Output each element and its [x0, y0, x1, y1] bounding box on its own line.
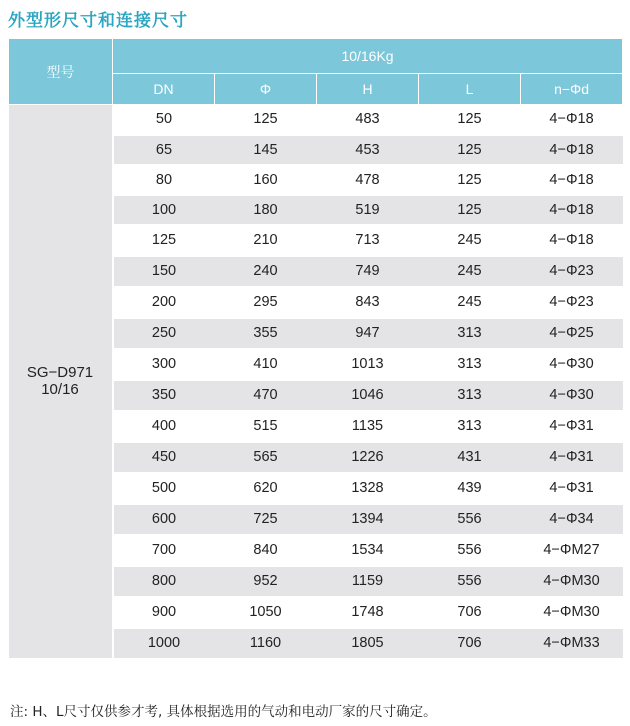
l-cell: 313 [419, 349, 521, 380]
model-name: SG−D971 [26, 364, 94, 382]
table-header [9, 39, 623, 105]
dn-cell: 500 [113, 473, 215, 504]
dn-cell: 200 [113, 287, 215, 318]
h-cell: 1046 [317, 380, 419, 411]
phi-cell: 515 [215, 411, 317, 442]
n-phid-cell: 4−Φ23 [521, 287, 623, 318]
phi-cell: 295 [215, 287, 317, 318]
n-phid-cell: 4−Φ34 [521, 504, 623, 535]
phi-cell: 1050 [215, 597, 317, 628]
dn-cell: 150 [113, 256, 215, 287]
n-phid-cell: 4−Φ25 [521, 318, 623, 349]
pressure-group-header: 10/16Kg [113, 39, 623, 74]
n-phid-cell: 4−Φ18 [521, 105, 623, 135]
l-cell: 439 [419, 473, 521, 504]
phi-cell: 355 [215, 318, 317, 349]
h-cell: 478 [317, 165, 419, 195]
dn-cell: 350 [113, 380, 215, 411]
dn-cell: 250 [113, 318, 215, 349]
l-cell: 556 [419, 566, 521, 597]
phi-cell: 240 [215, 256, 317, 287]
dn-cell: 600 [113, 504, 215, 535]
h-cell: 1159 [317, 566, 419, 597]
n-phid-cell: 4−ΦM33 [521, 628, 623, 659]
column-header-dn: DN [113, 74, 215, 105]
phi-cell: 145 [215, 135, 317, 165]
h-cell: 1135 [317, 411, 419, 442]
n-phid-cell: 4−Φ31 [521, 473, 623, 504]
h-cell: 1328 [317, 473, 419, 504]
n-phid-cell: 4−Φ31 [521, 411, 623, 442]
column-header-h: H [317, 74, 419, 105]
phi-cell: 725 [215, 504, 317, 535]
n-phid-cell: 4−Φ18 [521, 135, 623, 165]
phi-cell: 1160 [215, 628, 317, 659]
l-cell: 313 [419, 411, 521, 442]
dn-cell: 300 [113, 349, 215, 380]
phi-cell: 125 [215, 105, 317, 135]
l-cell: 125 [419, 105, 521, 135]
n-phid-cell: 4−ΦM27 [521, 535, 623, 566]
phi-cell: 410 [215, 349, 317, 380]
l-cell: 125 [419, 195, 521, 225]
h-cell: 483 [317, 105, 419, 135]
dn-cell: 900 [113, 597, 215, 628]
h-cell: 519 [317, 195, 419, 225]
n-phid-cell: 4−Φ18 [521, 165, 623, 195]
n-phid-cell: 4−ΦM30 [521, 597, 623, 628]
l-cell: 706 [419, 597, 521, 628]
n-phid-cell: 4−ΦM30 [521, 566, 623, 597]
phi-cell: 210 [215, 225, 317, 256]
l-cell: 245 [419, 287, 521, 318]
phi-cell: 840 [215, 535, 317, 566]
h-cell: 1226 [317, 442, 419, 473]
n-phid-cell: 4−Φ18 [521, 195, 623, 225]
l-cell: 313 [419, 380, 521, 411]
phi-cell: 565 [215, 442, 317, 473]
dimension-table [8, 38, 623, 660]
n-phid-cell: 4−Φ23 [521, 256, 623, 287]
dn-cell: 1000 [113, 628, 215, 659]
l-cell: 556 [419, 535, 521, 566]
model-column-header: 型号 [9, 39, 113, 105]
h-cell: 1394 [317, 504, 419, 535]
model-pressure: 10/16 [41, 381, 79, 399]
n-phid-cell: 4−Φ30 [521, 380, 623, 411]
h-cell: 947 [317, 318, 419, 349]
column-header-phi: Φ [215, 74, 317, 105]
dn-cell: 125 [113, 225, 215, 256]
dn-cell: 800 [113, 566, 215, 597]
dn-cell: 400 [113, 411, 215, 442]
n-phid-cell: 4−Φ18 [521, 225, 623, 256]
n-phid-cell: 4−Φ31 [521, 442, 623, 473]
l-cell: 125 [419, 135, 521, 165]
dn-cell: 65 [113, 135, 215, 165]
n-phid-cell: 4−Φ30 [521, 349, 623, 380]
page-title: 外型形尺寸和连接尺寸 [8, 11, 188, 31]
column-header-n-phid: n−Φd [521, 74, 623, 105]
dn-cell: 80 [113, 165, 215, 195]
h-cell: 843 [317, 287, 419, 318]
l-cell: 313 [419, 318, 521, 349]
h-cell: 1748 [317, 597, 419, 628]
l-cell: 125 [419, 165, 521, 195]
l-cell: 245 [419, 256, 521, 287]
dn-cell: 50 [113, 105, 215, 135]
h-cell: 749 [317, 256, 419, 287]
h-cell: 453 [317, 135, 419, 165]
l-cell: 706 [419, 628, 521, 659]
table-body [9, 105, 623, 659]
dn-cell: 100 [113, 195, 215, 225]
phi-cell: 952 [215, 566, 317, 597]
dn-cell: 700 [113, 535, 215, 566]
phi-cell: 470 [215, 380, 317, 411]
phi-cell: 160 [215, 165, 317, 195]
phi-cell: 620 [215, 473, 317, 504]
h-cell: 1805 [317, 628, 419, 659]
column-header-l: L [419, 74, 521, 105]
l-cell: 431 [419, 442, 521, 473]
l-cell: 556 [419, 504, 521, 535]
h-cell: 1534 [317, 535, 419, 566]
model-cell [9, 105, 113, 659]
l-cell: 245 [419, 225, 521, 256]
footnote: 注: H、L尺寸仅供参才考, 具体根据选用的气动和电动厂家的尺寸确定。 [10, 704, 437, 720]
table-row [9, 105, 623, 135]
h-cell: 713 [317, 225, 419, 256]
h-cell: 1013 [317, 349, 419, 380]
phi-cell: 180 [215, 195, 317, 225]
dn-cell: 450 [113, 442, 215, 473]
